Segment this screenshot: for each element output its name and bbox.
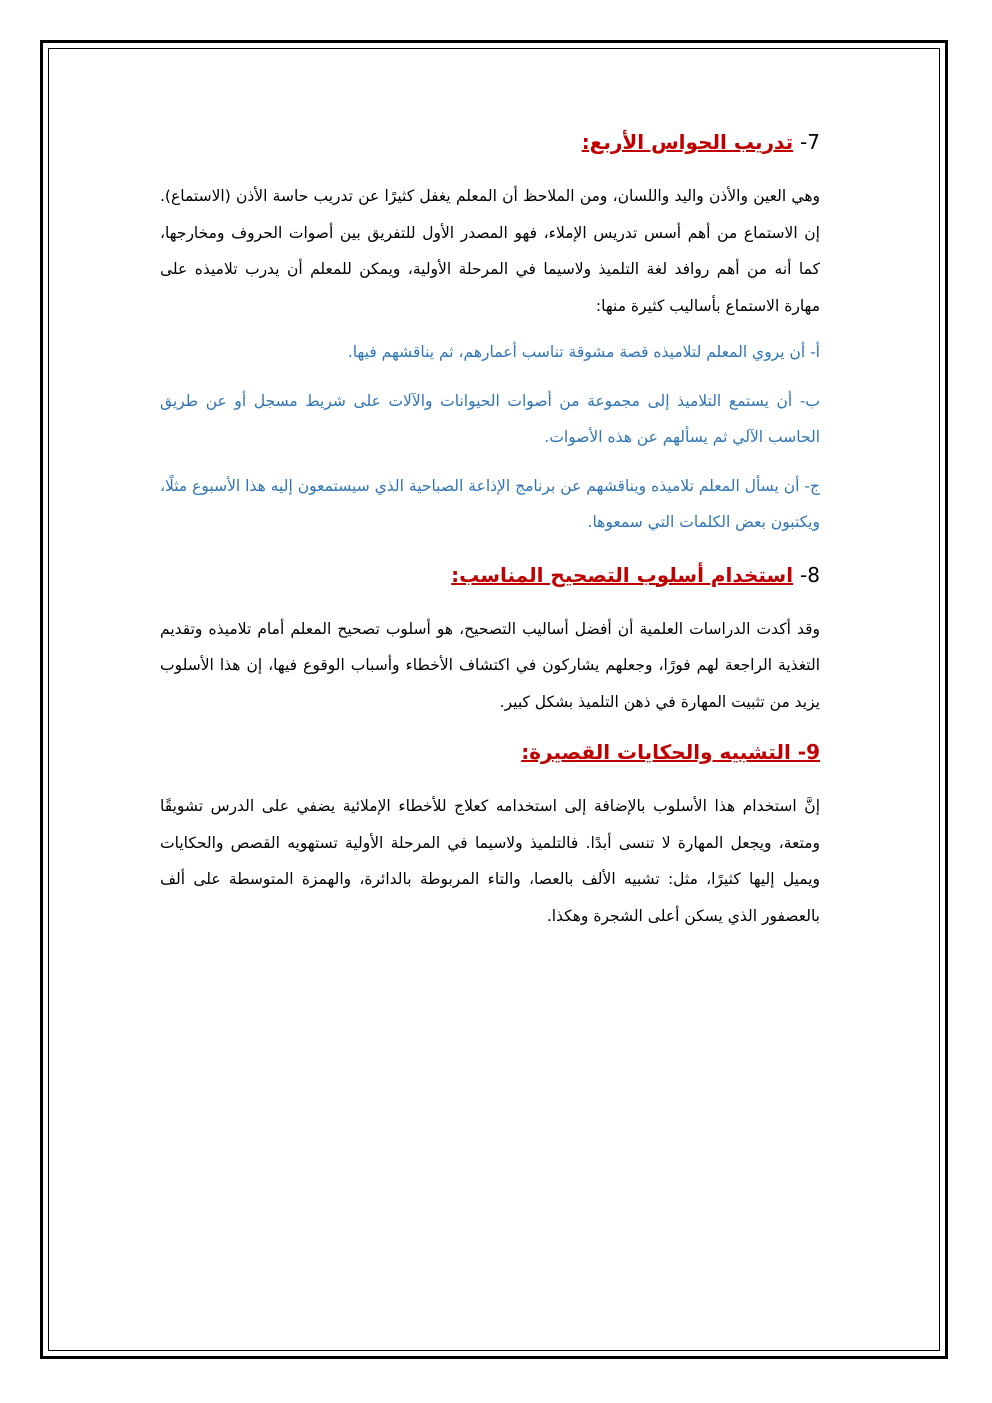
- section-8-number: 8-: [800, 562, 820, 587]
- section-7-heading: [160, 120, 820, 164]
- document-body: [160, 120, 820, 944]
- section-8-paragraph: وقد أكدت الدراسات العلمية أن أفضل أساليب التصحيح، هو أسلوب تصحيح المعلم أمام تلاميذه وتقديم التغذية الراجعة لهم فورًا، وجعلهم يشاركون في اكتشاف الأخطاء وأسباب الوقوع فيها، إن هذا الأسلوب يزيد من تثبيت المهارة في ذهن التلميذ بشكل كبير.: [160, 619, 820, 711]
- section-9-title: 9- التشبيه والحكايات القصيرة:: [521, 740, 820, 764]
- section-7-paragraph: وهي العين والأذن واليد واللسان، ومن الملاحظ أن المعلم يغفل كثيرًا عن تدريب حاسة الأذن (الاستماع). إن الاستماع من أهم أسس تدريس الإملاء، فهو المصدر الأول للتفريق بين أصوات الحروف ومخارجها، كما أنه من أهم روافد لغة التلميذ ولاسيما في المرحلة الأولية، ويمكن للمعلم أن يدرب تلاميذه على مهارة الاستماع بأساليب كثيرة منها:: [160, 187, 820, 315]
- section-7-item-a: أ- أن يروي المعلم لتلاميذه قصة مشوقة تناسب أعمارهم، ثم يناقشهم فيها.: [347, 343, 820, 361]
- section-8-heading: [160, 553, 820, 597]
- section-8-title: استخدام أسلوب التصحيح المناسب:: [451, 562, 794, 587]
- section-7-item-c: ج- أن يسأل المعلم تلاميذه ويناقشهم عن برنامج الإذاعة الصباحية الذي سيستمعون إليه هذا الأسبوع مثلًا، ويكتبون بعض الكلمات التي سمعوها.: [160, 476, 820, 531]
- section-7-title: تدريب الحواس الأربع:: [581, 130, 794, 154]
- section-7-number: 7-: [800, 130, 820, 154]
- section-7-item-b: ب- أن يستمع التلاميذ إلى مجموعة من أصوات الحيوانات والآلات على شريط مسجل أو عن طريق الحاسب الآلي ثم يسألهم عن هذه الأصوات.: [160, 391, 820, 446]
- section-9-heading: [160, 730, 820, 774]
- section-9-paragraph: إنَّ استخدام هذا الأسلوب بالإضافة إلى استخدامه كعلاج للأخطاء الإملائية يضفي على الدرس تشويقًا ومتعة، ويجعل المهارة لا تنسى أبدًا. فالتلميذ ولاسيما في المرحلة الأولية تستهويه القصص والحكايات ويميل إليها كثيرًا، مثل: تشبيه الألف بالعصا، والتاء المربوطة بالدائرة، والهمزة المتوسطة على ألف بالعصفور الذي يسكن أعلى الشجرة وهكذا.: [160, 797, 820, 925]
